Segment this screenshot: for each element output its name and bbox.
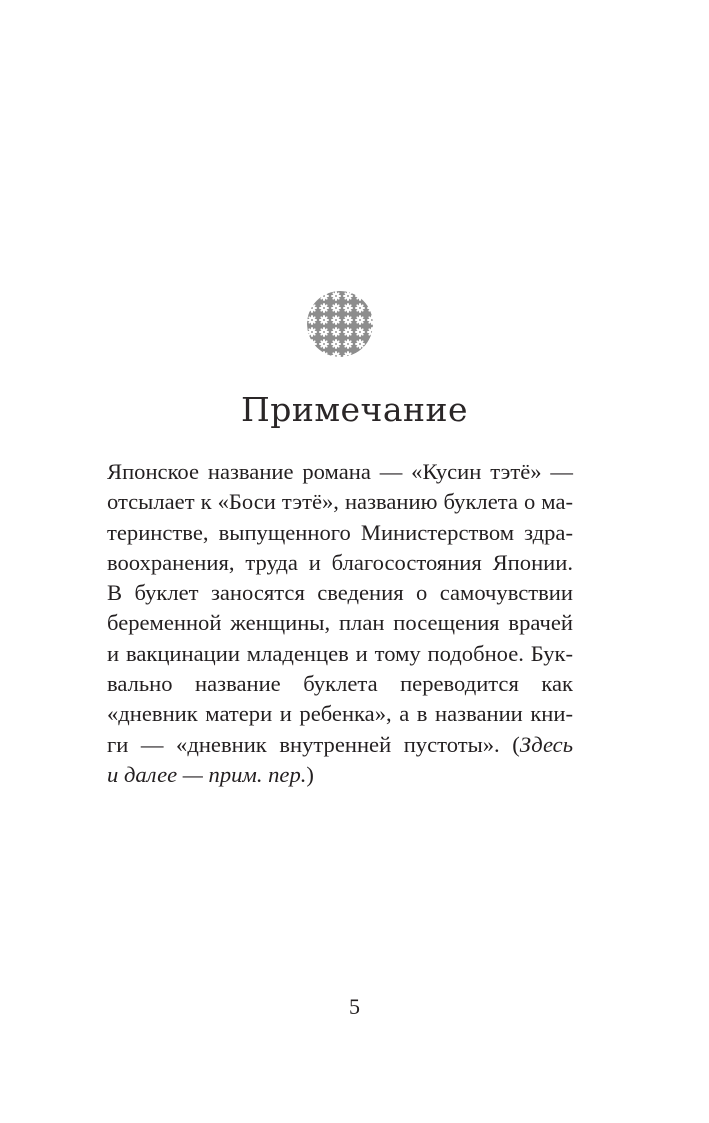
note-paragraph — [107, 457, 573, 790]
paragraph-line: Японское название романа — «Кусин тэтё» — — [107, 459, 573, 484]
paragraph-line — [107, 760, 573, 790]
floral-ornament-icon — [306, 290, 374, 358]
paragraph-line: В буклет заносятся сведения о самочувствии — [107, 580, 573, 606]
paragraph-line: теринстве, выпущенного Министерством здра- — [107, 519, 573, 545]
page-number: 5 — [349, 994, 360, 1019]
paragraph-line — [107, 730, 573, 760]
italic-note: Здесь — [519, 731, 573, 757]
paragraph-line: и вакцинации младенцев и тому подобное. Бук- — [107, 640, 573, 666]
paragraph-line: воохранения, труда и благосостояния Японии. — [107, 549, 573, 575]
page-title: Примечание — [240, 390, 469, 429]
paragraph-text: ги — «дневник внутренней пустоты». ( — [107, 731, 520, 757]
closing-paren: ) — [306, 761, 314, 787]
paragraph-line: отсылает к «Боси тэтё», названию буклета о ма- — [107, 489, 573, 515]
paragraph-line: беременной женщины, план посещения врачей — [107, 610, 573, 636]
paragraph-line: «дневник матери и ребенка», а в названии кни- — [107, 701, 573, 727]
italic-note: и далее — прим. пер. — [107, 761, 307, 787]
paragraph-line: вально название буклета переводится как — [107, 671, 573, 697]
